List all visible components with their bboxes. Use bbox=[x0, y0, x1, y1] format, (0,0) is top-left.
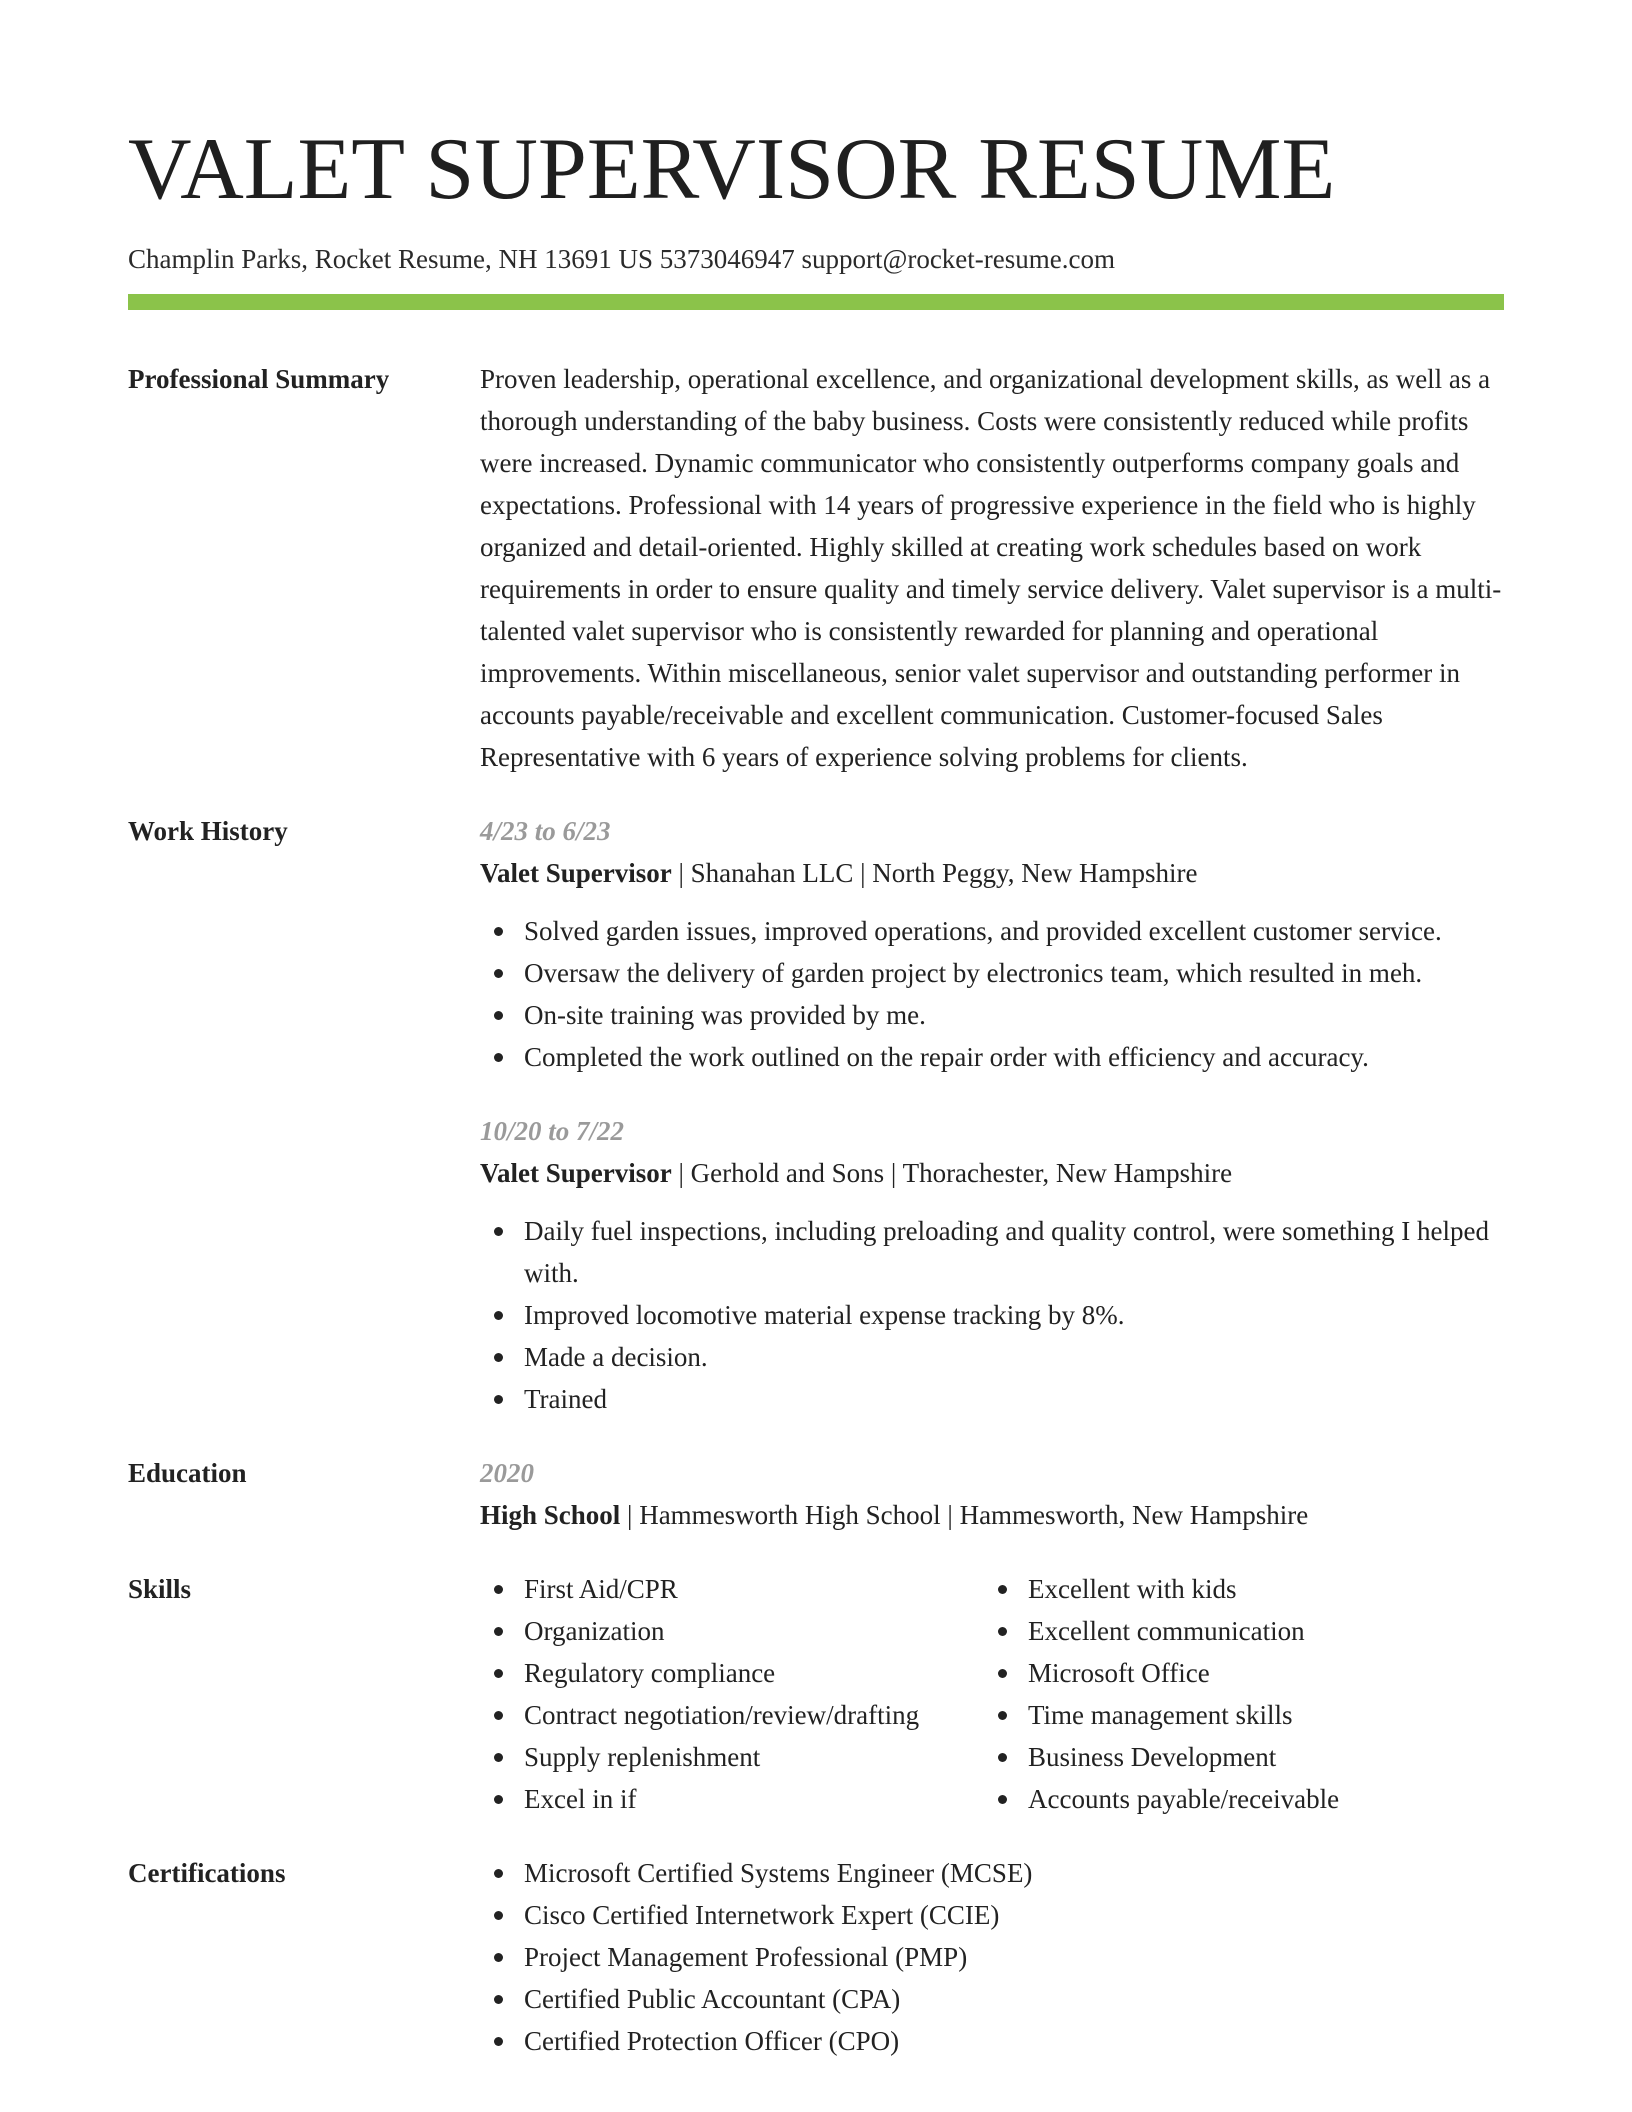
list-item: Daily fuel inspections, including preloading and quality control, were something I helped with. bbox=[480, 1210, 1504, 1294]
list-item: Improved locomotive material expense tracking by 8%. bbox=[480, 1294, 1504, 1336]
summary-body bbox=[480, 358, 1504, 778]
list-item: Excellent with kids bbox=[984, 1568, 1488, 1610]
list-item: Project Management Professional (PMP) bbox=[480, 1936, 1504, 1978]
education-body bbox=[480, 1452, 1504, 1536]
resume-title: VALET SUPERVISOR RESUME bbox=[128, 121, 1336, 218]
list-item: Microsoft Office bbox=[984, 1652, 1488, 1694]
skills-heading: Skills bbox=[128, 1574, 192, 1604]
skills-columns bbox=[480, 1568, 1504, 1820]
work-history-body bbox=[480, 810, 1504, 1420]
list-item: Business Development bbox=[984, 1736, 1488, 1778]
skills-body bbox=[480, 1568, 1504, 1820]
work-history-heading: Work History bbox=[128, 816, 288, 846]
job-details: | Shanahan LLC | North Peggy, New Hampshire bbox=[671, 858, 1198, 888]
certifications-list bbox=[480, 1852, 1504, 2062]
certifications-heading: Certifications bbox=[128, 1858, 286, 1888]
list-item: On-site training was provided by me. bbox=[480, 994, 1504, 1036]
education-heading-line bbox=[480, 1494, 1504, 1536]
skills-section bbox=[128, 1568, 1504, 1820]
list-item: Oversaw the delivery of garden project by electronics team, which resulted in meh. bbox=[480, 952, 1504, 994]
list-item: Supply replenishment bbox=[480, 1736, 984, 1778]
list-item: Certified Protection Officer (CPO) bbox=[480, 2020, 1504, 2062]
list-item: Solved garden issues, improved operations, and provided excellent customer service. bbox=[480, 910, 1504, 952]
job-details: | Gerhold and Sons | Thorachester, New Hampshire bbox=[671, 1158, 1233, 1188]
contact-line: Champlin Parks, Rocket Resume, NH 13691 US 5373046947 support@rocket-resume.com bbox=[128, 244, 1115, 274]
list-item: First Aid/CPR bbox=[480, 1568, 984, 1610]
list-item: Excel in if bbox=[480, 1778, 984, 1820]
skills-column-right bbox=[984, 1568, 1488, 1820]
education-details: | Hammesworth High School | Hammesworth, New Hampshire bbox=[620, 1500, 1309, 1530]
job-dates: 10/20 to 7/22 bbox=[480, 1116, 625, 1146]
list-item: Cisco Certified Internetwork Expert (CCIE) bbox=[480, 1894, 1504, 1936]
list-item: Accounts payable/receivable bbox=[984, 1778, 1488, 1820]
list-item: Made a decision. bbox=[480, 1336, 1504, 1378]
summary-section bbox=[128, 358, 1504, 778]
job-duties bbox=[480, 910, 1504, 1078]
work-history-section bbox=[128, 810, 1504, 1420]
skills-column-left bbox=[480, 1568, 984, 1820]
list-item: Time management skills bbox=[984, 1694, 1488, 1736]
job-title: Valet Supervisor bbox=[480, 858, 672, 888]
summary-text: Proven leadership, operational excellence, and organizational development skills, as well as a thorough understanding of the baby business. Costs were consistently reduced while profits were increased. Dynamic communicator who consistently outperforms company goals and expectations. Professional with 14 years of progressive experience in the field who is highly organized and detail-oriented. Highly skilled at creating work schedules based on work requirements in order to ensure quality and timely service delivery. Valet supervisor is a multi-talented valet supervisor who is consistently rewarded for planning and operational improvements. Within miscellaneous, senior valet supervisor and outstanding performer in accounts payable/receivable and excellent communication. Customer-focused Sales Representative with 6 years of experience solving problems for clients. bbox=[480, 364, 1502, 772]
list-item: Certified Public Accountant (CPA) bbox=[480, 1978, 1504, 2020]
education-year: 2020 bbox=[480, 1458, 534, 1488]
list-item: Microsoft Certified Systems Engineer (MCSE) bbox=[480, 1852, 1504, 1894]
summary-heading: Professional Summary bbox=[128, 364, 390, 394]
list-item: Completed the work outlined on the repair order with efficiency and accuracy. bbox=[480, 1036, 1504, 1078]
job-dates: 4/23 to 6/23 bbox=[480, 816, 611, 846]
education-section bbox=[128, 1452, 1504, 1536]
certifications-body bbox=[480, 1852, 1504, 2062]
job-entry bbox=[480, 810, 1504, 1078]
skills-list bbox=[984, 1568, 1488, 1820]
job-duties bbox=[480, 1210, 1504, 1420]
accent-divider bbox=[128, 294, 1504, 310]
job-title: Valet Supervisor bbox=[480, 1158, 672, 1188]
certifications-section bbox=[128, 1852, 1504, 2062]
job-entry bbox=[480, 1110, 1504, 1420]
education-degree: High School bbox=[480, 1500, 621, 1530]
list-item: Organization bbox=[480, 1610, 984, 1652]
resume-page bbox=[128, 120, 1504, 2062]
education-heading: Education bbox=[128, 1458, 247, 1488]
skills-list bbox=[480, 1568, 984, 1820]
list-item: Trained bbox=[480, 1378, 1504, 1420]
job-heading bbox=[480, 1152, 1504, 1194]
list-item: Excellent communication bbox=[984, 1610, 1488, 1652]
job-heading bbox=[480, 852, 1504, 894]
list-item: Regulatory compliance bbox=[480, 1652, 984, 1694]
list-item: Contract negotiation/review/drafting bbox=[480, 1694, 984, 1736]
